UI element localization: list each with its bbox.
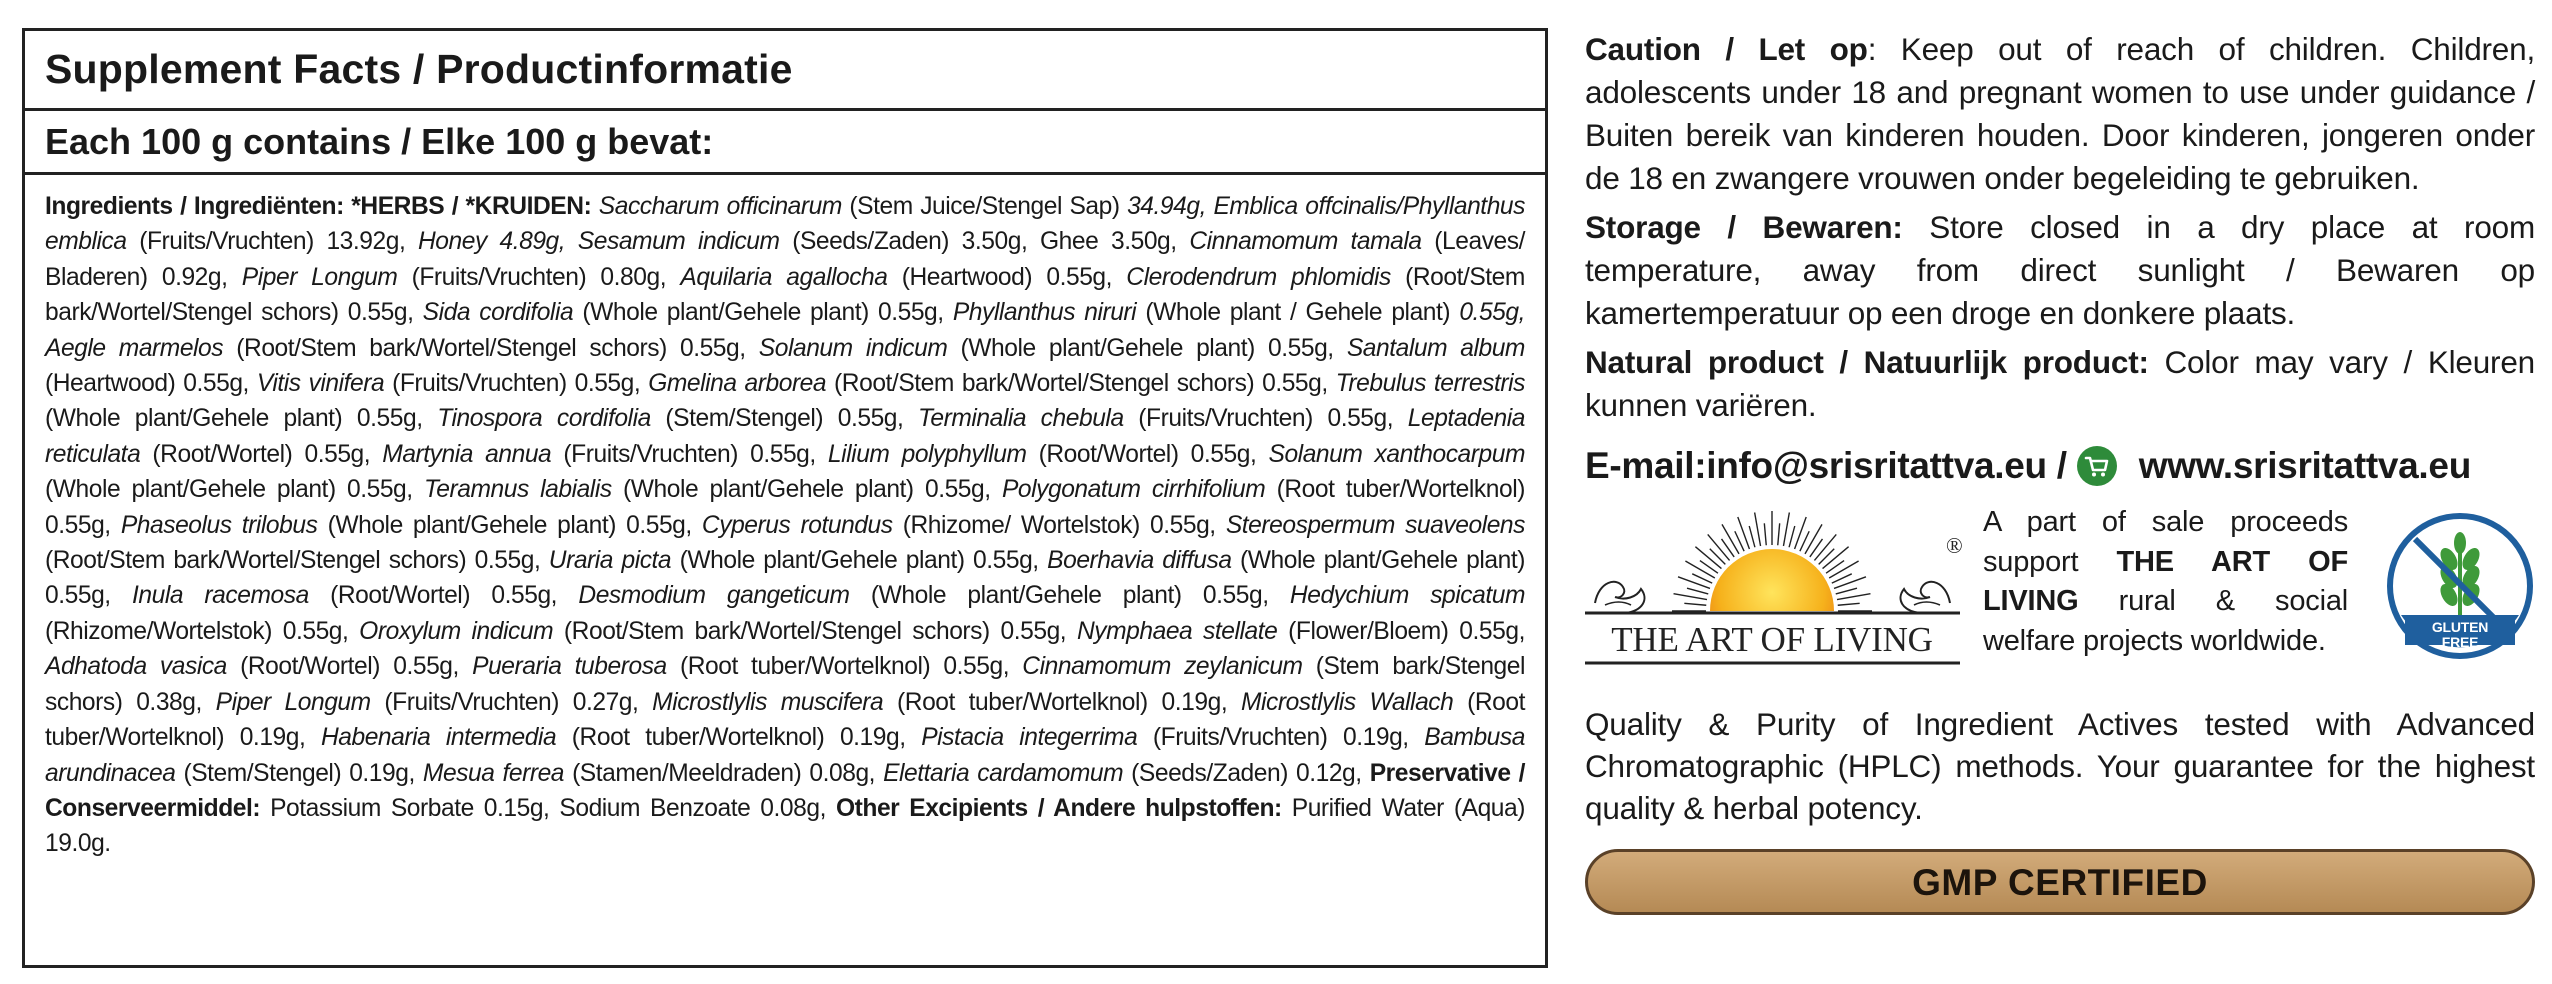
ingredient-segment: Microstlylis Wallach — [1240, 688, 1454, 716]
facts-title: Supplement Facts / Productinformatie — [25, 31, 1545, 111]
ingredient-segment: (Root tuber/Wortelknol) 0.19g, — [556, 724, 922, 752]
ingredient-segment: Terminalia chebula — [918, 405, 1124, 433]
ingredient-segment: (Root/Wortel) 0.55g, — [1026, 440, 1269, 468]
ingredient-segment: (Whole plant/Gehele plant) 0.55g, — [849, 582, 1290, 610]
ingredient-segment: Microstlylis muscifera — [652, 688, 884, 716]
ingredient-segment: Trebulus terrestris — [1335, 370, 1525, 398]
sun-ray — [1789, 526, 1795, 547]
ingredient-segment: Teramnus labialis — [423, 476, 612, 504]
ingredient-segment: (Rhizome/Wortelstok) 0.55g, — [45, 617, 360, 645]
ingredients-list — [25, 175, 1545, 862]
gluten-free-badge — [2385, 511, 2535, 661]
natural-paragraph — [1585, 341, 2535, 427]
sale-post: rural & social welfare projects worldwide. — [1983, 585, 2348, 657]
sun-ray — [1738, 517, 1750, 549]
ingredient-segment: Martynia annua — [382, 440, 552, 468]
ingredient-segment: (Whole plant/Gehele plant) 0.55g, — [947, 334, 1347, 362]
website-link[interactable]: www.srisritattva.eu — [2138, 445, 2471, 486]
ingredient-segment: Pistacia integerrima — [921, 724, 1138, 752]
ingredient-segment: Boerhavia diffusa — [1047, 547, 1232, 575]
sun-ray — [1783, 513, 1789, 546]
ingredient-segment: Lilium polyphyllum — [827, 440, 1027, 468]
ingredient-segment: (Root/Stem bark/Wortel/Stengel schors) 0.55g, — [826, 370, 1336, 398]
ingredient-segment: (Flower/Bloem) 0.55g, — [1277, 617, 1525, 645]
caution-text: : Keep out of reach of children. Children, adolescents under 18 and pregnant women to use under guidance / Buiten bereik van kinderen houden. Door kinderen, jongeren onder de 18 en zwangere vrouwen onder begeleiding te gebruiken. — [1585, 31, 2535, 196]
ingredient-segment: Phaseolus trilobus — [120, 511, 318, 539]
ingredient-segment: (Seeds/Zaden) 3.50g, Ghee 3.50g, — [779, 228, 1190, 256]
ingredient-segment: (Seeds/Zaden) 0.12g, — [1123, 759, 1370, 787]
ingredient-segment: (Fruits/Vruchten) 0.55g, — [384, 370, 649, 398]
caution-paragraph — [1585, 28, 2535, 200]
ingredient-segment: (Stem/Stengel) 0.55g, — [650, 405, 919, 433]
logo-row — [1585, 501, 2535, 691]
ingredient-segment: Vitis vinifera — [256, 370, 385, 398]
ingredient-segment: (Stem Juice/Stengel Sap) — [841, 193, 1128, 220]
ingredient-segment: Desmodium gangeticum — [578, 582, 850, 610]
ingredient-segment: (Root tuber/Wortelknol) 0.19g, — [45, 688, 1526, 752]
sun-ray — [1836, 588, 1857, 594]
natural-text: Color may vary / Kleuren kunnen variëren. — [1585, 344, 2535, 423]
ingredient-segment: Tinospora cordifolia — [437, 405, 651, 433]
ingredient-segment: (Fruits/Vruchten) 0.19g, — [1137, 724, 1425, 752]
gluten-line2: FREE — [2441, 634, 2479, 650]
sale-org: THE ART OF LIVING — [1983, 545, 2348, 617]
sun-ray — [1684, 603, 1706, 605]
natural-label: Natural product / Natuurlijk product: — [1585, 344, 2149, 380]
quality-statement: Quality & Purity of Ingredient Actives tested with Advanced Chromatographic (HPLC) methods. Your guarantee for the highest quality & herbal potency. — [1585, 706, 2535, 826]
ingredient-segment: 0.55g, Aegle marmelos — [45, 299, 1526, 362]
ingredient-segment: Uraria picta — [548, 547, 672, 575]
ingredient-segment: Hedychium spicatum — [1289, 582, 1526, 610]
ingredient-segment: Cinnamomum tamala — [1189, 228, 1422, 256]
ingredient-segment: (Root/Stem bark/Wortel/Stengel schors) 0.55g, — [45, 547, 549, 575]
shopping-cart-icon — [2077, 446, 2117, 486]
ingredient-segment: (Whole plant / Gehele plant) — [1136, 299, 1460, 327]
sun-ray — [1755, 513, 1761, 546]
ingredient-segment: (Root tuber/Wortelknol) 0.19g, — [883, 688, 1241, 716]
ingredient-segment: (Whole plant/Gehele plant) 0.55g, — [671, 547, 1048, 575]
ingredient-segment: Stereospermum suaveolens — [1225, 511, 1525, 539]
facts-subtitle: Each 100 g contains / Elke 100 g bevat: — [25, 111, 1545, 175]
ingredient-segment: Piper Longum — [241, 263, 398, 291]
ingredient-segment: (Root/Wortel) 0.55g, — [140, 440, 383, 468]
ingredient-segment: Adhatoda vasica — [45, 653, 227, 681]
sun-ray — [1805, 524, 1822, 553]
sun-ray — [1687, 588, 1708, 594]
ingredient-segment: (Stem/Stengel) 0.19g, — [175, 759, 423, 787]
ingredient-segment: (Fruits/Vruchten) 0.55g, — [551, 440, 828, 468]
sun-ray — [1674, 594, 1707, 600]
ingredient-segment: Clerodendrum phlomidis — [1126, 263, 1391, 291]
ingredient-segment: (Root/Stem bark/Wortel/Stengel schors) 0.55g, — [553, 617, 1077, 645]
sun-ray — [1834, 577, 1866, 589]
ingredient-segment: Honey 4.89g, Sesamum indicum — [418, 228, 780, 256]
ingredient-segment: Gmelina arborea — [648, 370, 827, 398]
ingredient-segment: (Heartwood) 0.55g, — [887, 263, 1127, 291]
ingredient-segment: (Fruits/Vruchten) 13.92g, — [126, 228, 418, 256]
ingredient-segment: Cyperus rotundus — [701, 511, 893, 539]
ingredient-segment: Saccharum officinarum — [598, 193, 842, 220]
caution-label: Caution / Let op — [1585, 31, 1868, 67]
ingredient-segment: (Root/Stem bark/Wortel/Stengel schors) 0.55g, — [223, 334, 759, 362]
ingredient-segment: (Heartwood) 0.55g, — [45, 370, 257, 398]
ingredient-segment: Inula racemosa — [132, 582, 309, 610]
ingredient-segment: Nymphaea stellate — [1076, 617, 1278, 645]
ingredient-segment: (Whole plant/Gehele plant) 0.55g, — [611, 476, 1002, 504]
ingredient-segment: (Fruits/Vruchten) 0.55g, — [1123, 405, 1408, 433]
ingredient-segment: Solanum xanthocarpum — [1268, 440, 1525, 468]
ingredient-segment: Leptadenia reticulata — [45, 405, 1525, 468]
contact-line — [1585, 443, 2535, 489]
ingredient-segment: (Root/Wortel) 0.55g, — [226, 653, 473, 681]
ingredient-segment: (Root tuber/Wortelknol) 0.55g, — [666, 653, 1023, 681]
sale-proceeds-text — [1983, 503, 2348, 661]
ingredient-segment: (Fruits/Vruchten) 0.80g, — [397, 263, 681, 291]
gluten-line1: GLUTEN — [2431, 619, 2489, 635]
sun-ray — [1819, 549, 1835, 565]
ingredient-segment: Potassium Sorbate 0.15g, Sodium Benzoate 0.08g, — [260, 794, 836, 822]
ingredient-segment: Santalum album — [1346, 334, 1525, 362]
ingredient-segment: Oroxylum indicum — [359, 617, 554, 645]
ingredient-segment: (Stem bark/Stengel schors) 0.38g, — [45, 653, 1526, 716]
sun-ray — [1764, 523, 1766, 545]
sun-ray — [1710, 549, 1726, 565]
email-link[interactable]: E-mail:info@srisritattva.eu / — [1585, 445, 2067, 486]
ingredient-segment: Ingredients / Ingrediënten: *HERBS / *KRUIDEN: — [45, 193, 599, 220]
ingredient-segment: Polygonatum cirrhifolium — [1001, 476, 1266, 504]
sun-ray — [1823, 547, 1849, 569]
sun-ray — [1829, 561, 1858, 578]
sun-ray — [1795, 517, 1807, 549]
supplement-facts-panel — [22, 28, 1548, 968]
storage-paragraph — [1585, 206, 2535, 335]
ingredient-segment: (Whole plant/Gehele plant) 0.55g, — [317, 511, 702, 539]
sun-ray — [1678, 577, 1710, 589]
ingredient-segment: Cinnamomum zeylanicum — [1022, 653, 1303, 681]
sale-pre: A part of sale proceeds support — [1983, 506, 2348, 578]
ingredient-segment: Aquilaria agallocha — [680, 263, 888, 291]
art-of-living-logo — [1585, 501, 1963, 681]
ingredient-segment: (Leaves/ Bladeren) 0.92g, — [45, 228, 1526, 291]
ingredient-segment: Sida cordifolia — [422, 299, 574, 327]
ingredient-segment: (Whole plant/Gehele plant) 0.55g, — [45, 547, 1525, 610]
ingredient-segment: 34.94g, Emblica offcinalis/Phyllanthus emblica — [45, 193, 1525, 256]
storage-label: Storage / Bewaren: — [1585, 209, 1903, 245]
ingredient-segment: (Whole plant/Gehele plant) 0.55g, — [573, 299, 953, 327]
sun-ray — [1837, 594, 1870, 600]
ingredient-segment: (Whole plant/Gehele plant) 0.55g, — [45, 476, 424, 504]
sun-ray — [1749, 526, 1755, 547]
registered-mark: ® — [1946, 533, 1963, 558]
ingredient-segment: (Root tuber/Wortelknol) 0.55g, — [45, 476, 1525, 539]
ingredient-segment: Habenaria intermedia — [320, 724, 557, 752]
sun-ray — [1778, 523, 1780, 545]
ingredient-segment: (Fruits/Vruchten) 0.27g, — [370, 688, 653, 716]
ingredient-segment: (Stamen/Meeldraden) 0.08g, — [564, 759, 884, 787]
sun-ray — [1814, 534, 1836, 560]
ingredient-segment: Purified Water (Aqua) 19.0g. — [45, 794, 1525, 858]
ingredient-segment: (Root/Wortel) 0.55g, — [308, 582, 579, 610]
sun-ray — [1708, 534, 1730, 560]
ingredient-segment: (Rhizome/ Wortelstok) 0.55g, — [892, 511, 1226, 539]
ingredient-segment: Preservative / Conserveermiddel: — [45, 759, 1526, 822]
ingredient-segment: Other Excipients / Andere hulpstoffen: — [835, 794, 1282, 822]
ingredient-segment: (Root/Stem bark/Wortel/Stengel schors) 0.55g, — [45, 263, 1525, 327]
ingredient-segment: Elettaria cardamomum — [883, 759, 1124, 787]
sun-ray — [1722, 524, 1739, 553]
ingredient-segment: Solanum indicum — [758, 334, 948, 362]
ingredient-segment: Pueraria tuberosa — [472, 653, 667, 681]
ingredient-segment: Phyllanthus niruri — [952, 299, 1137, 327]
gmp-certified-banner: GMP CERTIFIED — [1585, 849, 2535, 915]
ingredient-segment: Piper Longum — [215, 688, 371, 716]
info-column — [1585, 28, 2535, 915]
sun-ray — [1695, 547, 1721, 569]
sun-ray — [1838, 603, 1860, 605]
logo-text: THE ART OF LIVING — [1611, 620, 1933, 659]
ingredient-segment: Mesua ferrea — [422, 759, 565, 787]
ingredient-segment: Bambusa arundinacea — [45, 724, 1525, 787]
sun-ray — [1685, 561, 1714, 578]
ingredient-segment: (Whole plant/Gehele plant) 0.55g, — [45, 405, 438, 433]
storage-text: Store closed in a dry place at room temperature, away from direct sunlight / Bewaren op kamertemperatuur op een droge en donkere plaats. — [1585, 209, 2536, 331]
